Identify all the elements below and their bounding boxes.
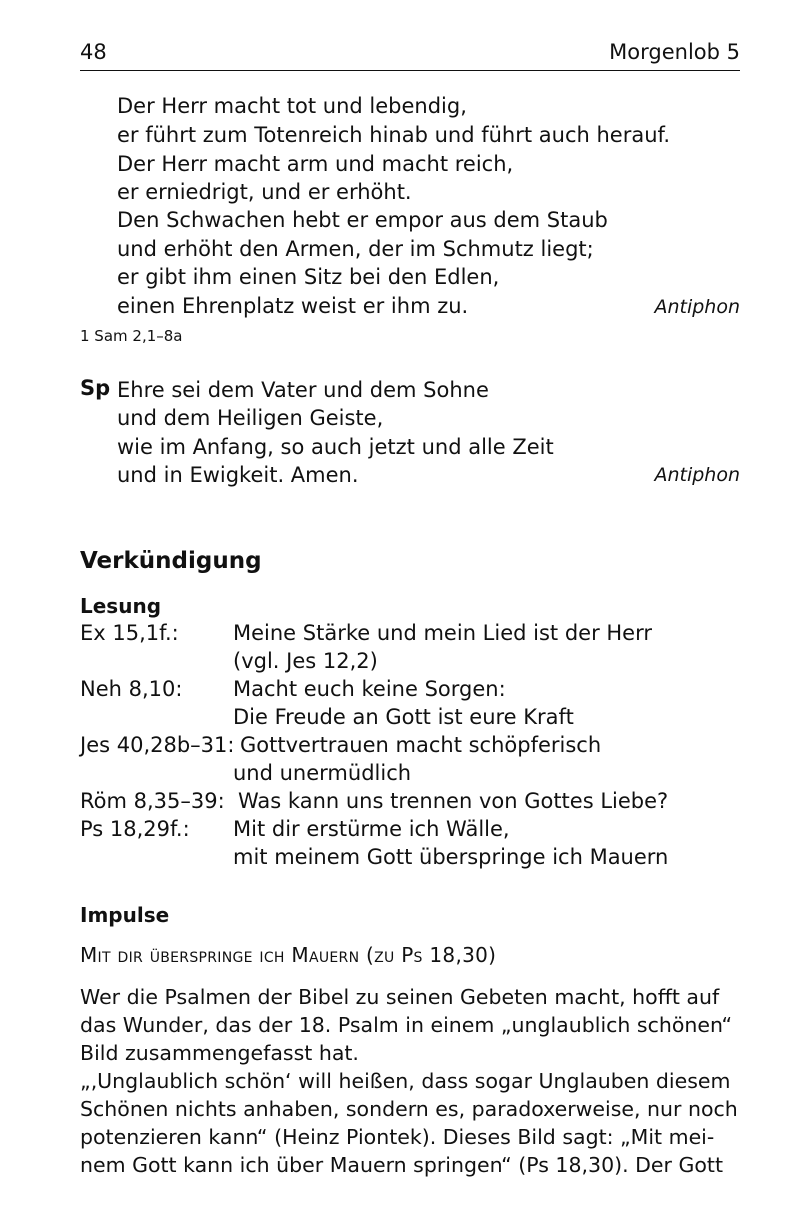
reading-text: Meine Stärke und mein Lied ist der Herr [233,621,652,645]
canticle-line: er gibt ihm einen Sitz bei den Edlen, [117,265,500,289]
canticle-line: und erhöht den Armen, der im Schmutz liegt; [117,237,594,261]
page-header [80,38,740,71]
paragraph-line: potenzieren kann“ (Heinz Piontek). Dieses Bild sagt: „Mit mei- [80,1125,715,1149]
doxology-line: Ehre sei dem Vater und dem Sohne [117,378,489,402]
doxology-line: wie im Anfang, so auch jetzt und alle Zeit [117,435,554,459]
doxology-line: und in Ewigkeit. Amen. [117,463,359,487]
reading-ref: Jes 40,28b–31: [80,733,235,757]
reading-text: mit meinem Gott überspringe ich Mauern [233,845,669,869]
reading-ref: Neh 8,10: [80,677,183,701]
section-title: Verkündigung [80,548,262,574]
canticle-line: Der Herr macht arm und macht reich, [117,152,514,176]
antiphon-label: Antiphon [654,464,740,486]
reading-text: und unermüdlich [233,761,412,785]
paragraph-line: Schönen nichts anhaben, sondern es, paradoxerweise, nur noch [80,1097,738,1121]
reading-text: Macht euch keine Sorgen: [233,677,506,701]
reading-text: Mit dir erstürme ich Wälle, [233,817,510,841]
lesung-title: Lesung [80,594,162,618]
running-title: Morgenlob 5 [609,40,740,64]
canticle-line: Der Herr macht tot und lebendig, [117,94,467,118]
paragraph-line: das Wunder, das der 18. Psalm in einem „unglaublich schönen“ [80,1013,733,1037]
canticle-line: Den Schwachen hebt er empor aus dem Staub [117,208,608,232]
paragraph-line: „‚Unglaublich schön‘ will heißen, dass sogar Unglauben diesem [80,1069,731,1093]
reading-text: (vgl. Jes 12,2) [233,649,378,673]
reading-ref: Röm 8,35–39: [80,789,225,813]
canticle-line: einen Ehrenplatz weist er ihm zu. [117,294,469,318]
reading-ref: Ps 18,29f.: [80,817,190,841]
speaker-label: Sp [80,376,111,400]
reading-text: Was kann uns trennen von Gottes Liebe? [238,789,669,813]
canticle-line: er führt zum Totenreich hinab und führt auch herauf. [117,123,671,147]
paragraph-line: Bild zusammengefasst hat. [80,1041,359,1065]
reading-text: Die Freude an Gott ist eure Kraft [233,705,574,729]
impulse-title: Impulse [80,903,170,927]
paragraph-line: nem Gott kann ich über Mauern springen“ (Ps 18,30). Der Gott [80,1153,723,1177]
impulse-subtitle: Mit dir überspringe ich Mauern (zu Ps 18,30) [80,943,497,967]
antiphon-label: Antiphon [654,296,740,318]
doxology-line: und dem Heiligen Geiste, [117,406,384,430]
reading-text: Gottvertrauen macht schöpferisch [240,733,602,757]
reading-ref: Ex 15,1f.: [80,621,179,645]
scripture-source: 1 Sam 2,1–8a [80,327,183,345]
page-number: 48 [80,40,107,64]
canticle-line: er erniedrigt, und er erhöht. [117,180,412,204]
paragraph-line: Wer die Psalmen der Bibel zu seinen Gebeten macht, hofft auf [80,985,720,1009]
